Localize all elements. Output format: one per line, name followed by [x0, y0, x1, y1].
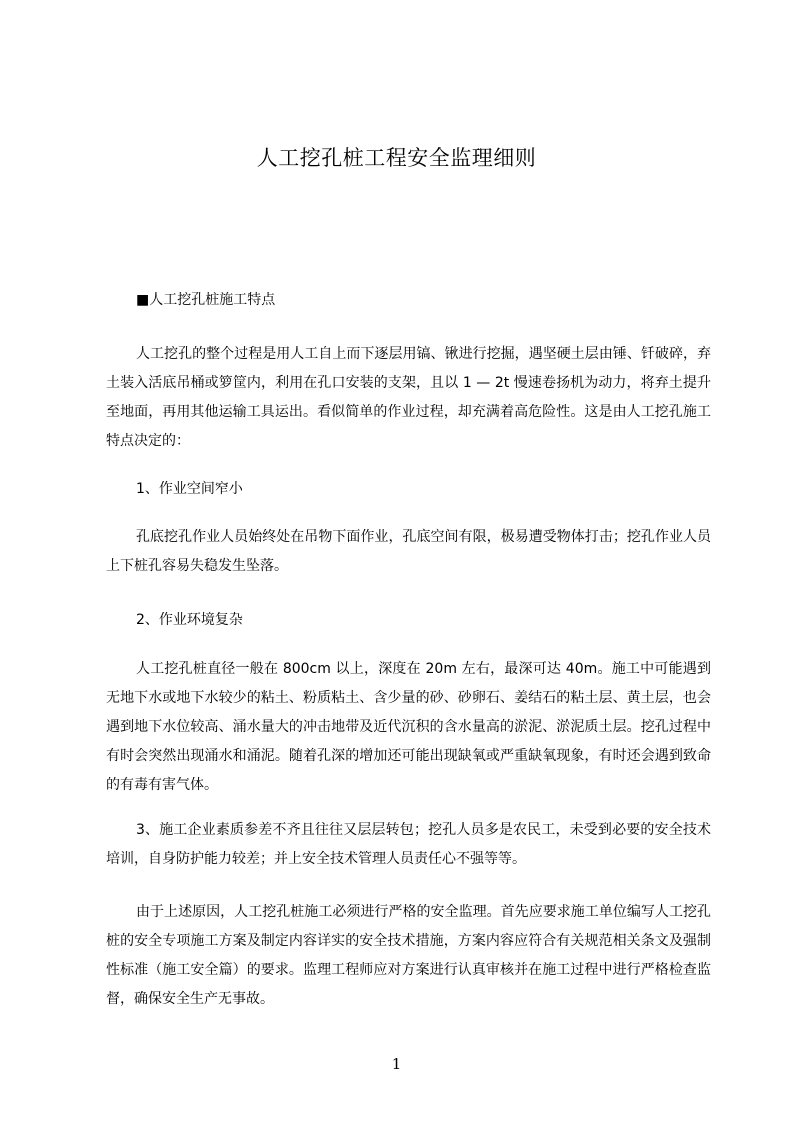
page-number: 1 — [391, 1055, 402, 1073]
item2-paragraph: 人工挖孔桩直径一般在 800cm 以上，深度在 20m 左右，最深可达 40m。施工中可能遇到无地下水或地下水较少的粘土、粉质粘土、含少量的砂、砂卵石、姜结石的粘土层、黄土层，也会遇到地下水位较高、涌水量大的冲击地带及近代沉积的含水量高的淤泥、淤泥质土层。挖孔过程中有时会突然出现涌水和涌泥。随着孔深的增加还可能出现缺氧或严重缺氧现象，有时还会遇到致命的有毒有害气体。 — [106, 661, 711, 793]
document-title: 人工挖孔桩工程安全监理细则 — [256, 146, 537, 170]
item3-paragraph: 3、施工企业素质参差不齐且往往又层层转包；挖孔人员多是农民工，未受到必要的安全技术培训，自身防护能力较差；并上安全技术管理人员责任心不强等等。 — [106, 822, 711, 867]
conclusion-paragraph: 由于上述原因，人工挖孔桩施工必须进行严格的安全监理。首先应要求施工单位编写人工挖孔桩的安全专项施工方案及制定内容详实的安全技术措施，方案内容应符合有关规范相关条文及强制性标准（施工安全篇）的要求。监理工程师应对方案进行认真审核并在施工过程中进行严格检查监督，确保安全生产无事故。 — [106, 904, 711, 1007]
item2-heading: 2、作业环境复杂 — [136, 612, 243, 628]
item1-paragraph: 孔底挖孔作业人员始终处在吊物下面作业，孔底空间有限，极易遭受物体打击；挖孔作业人员上下桩孔容易失稳发生坠落。 — [106, 529, 711, 574]
intro-paragraph: 人工挖孔的整个过程是用人工自上而下逐层用镐、锹进行挖掘，遇坚硬土层由锤、钎破碎，弃土装入活底吊桶或箩筐内，利用在孔口安装的支架，且以 1 — 2t 慢速卷扬机为动力，将弃土提升至地面，再用其他运输工具运出。看似简单的作业过程，却充满着高危险性。这是由人工挖孔施工特点决定的： — [106, 346, 711, 449]
section-heading: ■人工挖孔桩施工特点 — [136, 292, 276, 308]
item1-heading: 1、作业空间窄小 — [136, 481, 243, 497]
